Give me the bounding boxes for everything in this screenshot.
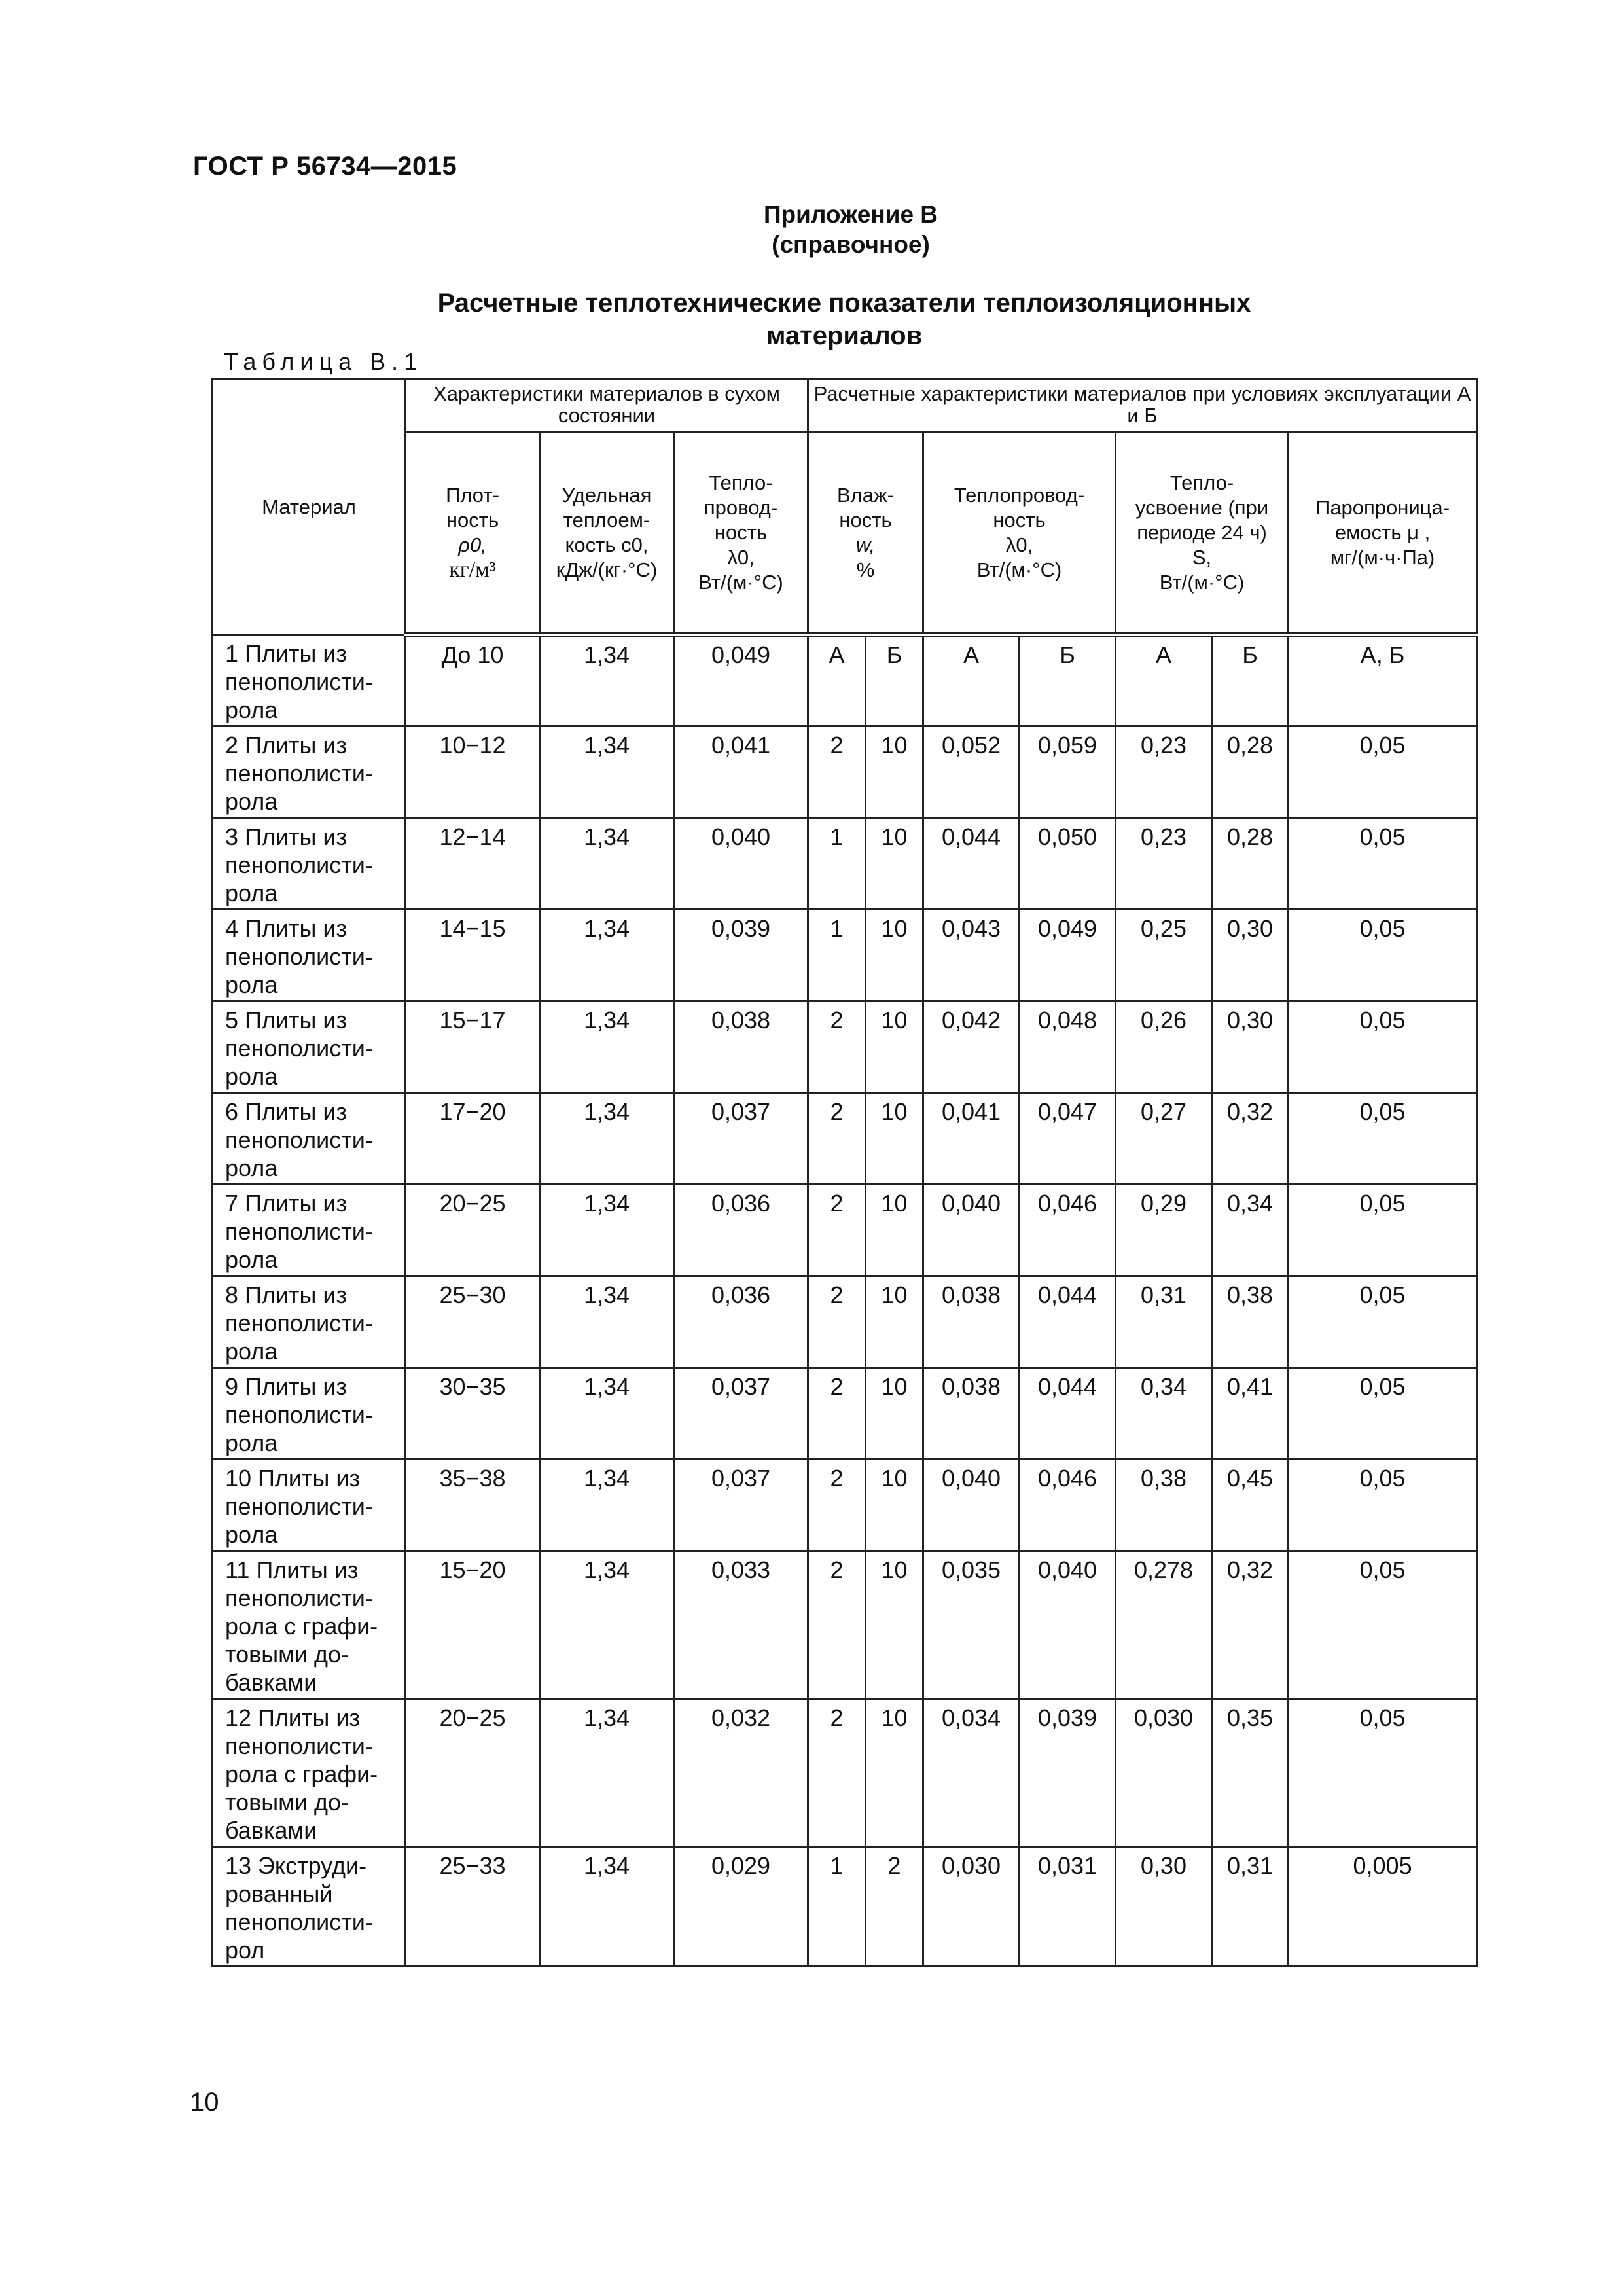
cell-s-a: 0,23 — [1116, 818, 1212, 910]
cell-lambda-a: 0,035 — [923, 1551, 1020, 1699]
cell-mu: 0,05 — [1289, 1368, 1477, 1460]
cell-mu: 0,005 — [1289, 1847, 1477, 1967]
header-density-line-2: ность — [446, 509, 499, 531]
cell-mu: 0,05 — [1289, 1185, 1477, 1276]
cell-lambda-b: 0,050 — [1020, 818, 1116, 910]
cell-mu: А, Б — [1289, 635, 1477, 726]
cell-w-a: 2 — [808, 1276, 866, 1368]
cell-lambda-a: 0,034 — [923, 1699, 1020, 1847]
cell-s-b: 0,28 — [1212, 818, 1289, 910]
cell-w-b: 10 — [866, 1276, 923, 1368]
cell-w-a: 1 — [808, 1847, 866, 1967]
header-heat-absorption-line-2: усвоение (при — [1135, 496, 1269, 519]
cell-lambda-a: 0,038 — [923, 1368, 1020, 1460]
cell-s-b: 0,30 — [1212, 910, 1289, 1001]
header-heat-absorption-line-1: Тепло- — [1169, 471, 1234, 494]
cell-density: 35−38 — [406, 1460, 540, 1551]
cell-material: 11 Плиты из пенополисти-рола с графи-товыми до-бавками — [213, 1551, 406, 1699]
cell-s-a: 0,25 — [1116, 910, 1212, 1001]
appendix-title: Приложение В — [763, 201, 938, 228]
table-row — [213, 1185, 1477, 1276]
appendix-heading — [654, 200, 1047, 260]
header-heat-absorption-symbol: S, — [1192, 546, 1212, 569]
header-vapor-permeability-line-1: Паропроница- — [1315, 496, 1450, 519]
header-vapor-permeability-line-2: емость μ , — [1334, 521, 1431, 544]
cell-s-b: 0,38 — [1212, 1276, 1289, 1368]
cell-conductivity-dry: 0,033 — [674, 1551, 808, 1699]
cell-s-a: 0,29 — [1116, 1185, 1212, 1276]
cell-s-a: 0,30 — [1116, 1847, 1212, 1967]
header-conductivity-dry-line-1: Тепло- — [709, 471, 773, 494]
cell-s-b: 0,32 — [1212, 1093, 1289, 1185]
table-title — [353, 287, 1335, 352]
cell-w-b: 10 — [866, 1699, 923, 1847]
cell-conductivity-dry: 0,036 — [674, 1276, 808, 1368]
cell-material: 10 Плиты из пенополисти-рола — [213, 1460, 406, 1551]
cell-material: 12 Плиты из пенополисти-рола с графи-товыми до-бавками — [213, 1699, 406, 1847]
table-title-line-1: Расчетные теплотехнические показатели теплоизоляционных — [437, 289, 1251, 317]
cell-conductivity-dry: 0,037 — [674, 1460, 808, 1551]
cell-lambda-b: 0,044 — [1020, 1276, 1116, 1368]
cell-specific-heat: 1,34 — [540, 910, 674, 1001]
cell-specific-heat: 1,34 — [540, 1460, 674, 1551]
cell-density: 17−20 — [406, 1093, 540, 1185]
cell-material: 7 Плиты из пенополисти-рола — [213, 1185, 406, 1276]
header-conductivity-dry-line-2: провод- — [704, 496, 778, 519]
cell-s-a: 0,38 — [1116, 1460, 1212, 1551]
table-row — [213, 1699, 1477, 1847]
cell-mu: 0,05 — [1289, 1460, 1477, 1551]
cell-s-b: 0,41 — [1212, 1368, 1289, 1460]
cell-mu: 0,05 — [1289, 818, 1477, 910]
cell-s-b: 0,35 — [1212, 1699, 1289, 1847]
cell-mu: 0,05 — [1289, 1276, 1477, 1368]
header-humidity-line-1: Влаж- — [836, 484, 895, 507]
cell-lambda-a: 0,030 — [923, 1847, 1020, 1967]
cell-specific-heat: 1,34 — [540, 1276, 674, 1368]
cell-lambda-b: 0,048 — [1020, 1001, 1116, 1093]
document-code: ГОСТ Р 56734—2015 — [193, 152, 457, 181]
header-conductivity-dry-unit: Вт/(м·°С) — [698, 571, 783, 594]
cell-material: 13 Экструди-рованный пенополисти-рол — [213, 1847, 406, 1967]
cell-conductivity-dry: 0,037 — [674, 1368, 808, 1460]
cell-mu: 0,05 — [1289, 1699, 1477, 1847]
cell-conductivity-dry: 0,037 — [674, 1093, 808, 1185]
cell-lambda-a: 0,044 — [923, 818, 1020, 910]
cell-density: 25−33 — [406, 1847, 540, 1967]
cell-w-b: 10 — [866, 1185, 923, 1276]
cell-s-b: 0,32 — [1212, 1551, 1289, 1699]
table-row — [213, 1093, 1477, 1185]
header-humidity-unit: % — [856, 558, 875, 581]
table-header — [213, 380, 1477, 635]
header-heat-absorption-unit: Вт/(м·°С) — [1159, 571, 1245, 594]
cell-w-b: 10 — [866, 1368, 923, 1460]
header-density-symbol: ρ0, — [458, 533, 487, 556]
cell-lambda-b: 0,046 — [1020, 1185, 1116, 1276]
cell-s-a: 0,31 — [1116, 1276, 1212, 1368]
cell-material: 6 Плиты из пенополисти-рола — [213, 1093, 406, 1185]
cell-conductivity-dry: 0,038 — [674, 1001, 808, 1093]
header-density-unit: кг/м³ — [449, 558, 496, 582]
cell-w-b: 10 — [866, 1093, 923, 1185]
cell-specific-heat: 1,34 — [540, 1368, 674, 1460]
cell-specific-heat: 1,34 — [540, 1699, 674, 1847]
cell-mu: 0,05 — [1289, 1001, 1477, 1093]
page-number: 10 — [190, 2088, 219, 2117]
cell-lambda-b: 0,046 — [1020, 1460, 1116, 1551]
cell-w-a: 2 — [808, 1093, 866, 1185]
cell-w-b: 2 — [866, 1847, 923, 1967]
cell-lambda-a: 0,040 — [923, 1185, 1020, 1276]
cell-s-a: 0,26 — [1116, 1001, 1212, 1093]
header-density-line-1: Плот- — [446, 484, 499, 507]
cell-w-b: 10 — [866, 1001, 923, 1093]
cell-lambda-a: 0,041 — [923, 1093, 1020, 1185]
cell-density: 20−25 — [406, 1185, 540, 1276]
table-body — [213, 635, 1477, 1967]
header-specific-heat-line-1: Удельная — [562, 484, 652, 507]
cell-specific-heat: 1,34 — [540, 1093, 674, 1185]
cell-s-b: 0,28 — [1212, 726, 1289, 818]
cell-w-a: 2 — [808, 726, 866, 818]
header-group-operational: Расчетные характеристики материалов при условиях эксплуатации А и Б — [808, 380, 1477, 433]
thermal-properties-table — [211, 378, 1478, 1967]
cell-lambda-b: 0,047 — [1020, 1093, 1116, 1185]
cell-s-b: 0,30 — [1212, 1001, 1289, 1093]
cell-material: 1 Плиты из пенополисти-рола — [213, 635, 406, 726]
cell-specific-heat: 1,34 — [540, 1847, 674, 1967]
table-row — [213, 1847, 1477, 1967]
cell-specific-heat: 1,34 — [540, 726, 674, 818]
cell-w-a: 2 — [808, 1368, 866, 1460]
table-row — [213, 1460, 1477, 1551]
table-row — [213, 726, 1477, 818]
cell-s-b: 0,45 — [1212, 1460, 1289, 1551]
cell-mu: 0,05 — [1289, 1551, 1477, 1699]
cell-density: 10−12 — [406, 726, 540, 818]
header-group-dry: Характеристики материалов в сухом состоянии — [406, 380, 808, 433]
cell-lambda-b: 0,059 — [1020, 726, 1116, 818]
table-title-line-2: материалов — [766, 321, 923, 350]
cell-density: 15−20 — [406, 1551, 540, 1699]
cell-s-a: 0,23 — [1116, 726, 1212, 818]
cell-mu: 0,05 — [1289, 910, 1477, 1001]
cell-material: 5 Плиты из пенополисти-рола — [213, 1001, 406, 1093]
header-conductivity-unit: Вт/(м·°С) — [976, 558, 1062, 581]
table-container — [211, 378, 1476, 1967]
cell-conductivity-dry: 0,039 — [674, 910, 808, 1001]
table-row — [213, 1001, 1477, 1093]
header-specific-heat-line-2: теплоем- — [563, 509, 651, 531]
cell-lambda-b: 0,031 — [1020, 1847, 1116, 1967]
cell-density: До 10 — [406, 635, 540, 726]
header-specific-heat-unit: кДж/(кг·°С) — [556, 558, 658, 581]
cell-density: 25−30 — [406, 1276, 540, 1368]
cell-lambda-b: 0,049 — [1020, 910, 1116, 1001]
appendix-subtitle: (справочное) — [772, 231, 930, 258]
cell-w-a: А — [808, 635, 866, 726]
header-conductivity-symbol: λ0, — [1005, 533, 1033, 556]
cell-s-a: 0,34 — [1116, 1368, 1212, 1460]
cell-density: 15−17 — [406, 1001, 540, 1093]
cell-density: 20−25 — [406, 1699, 540, 1847]
header-humidity-line-2: ность — [839, 509, 892, 531]
header-density — [406, 433, 540, 635]
cell-w-a: 2 — [808, 1001, 866, 1093]
cell-lambda-a: 0,043 — [923, 910, 1020, 1001]
cell-material: 8 Плиты из пенополисти-рола — [213, 1276, 406, 1368]
cell-material: 9 Плиты из пенополисти-рола — [213, 1368, 406, 1460]
table-row — [213, 1551, 1477, 1699]
header-vapor-permeability-unit: мг/(м·ч·Па) — [1330, 546, 1435, 569]
cell-specific-heat: 1,34 — [540, 818, 674, 910]
cell-w-a: 1 — [808, 818, 866, 910]
cell-lambda-b: 0,044 — [1020, 1368, 1116, 1460]
cell-w-b: 10 — [866, 818, 923, 910]
cell-conductivity-dry: 0,036 — [674, 1185, 808, 1276]
cell-density: 14−15 — [406, 910, 540, 1001]
cell-mu: 0,05 — [1289, 1093, 1477, 1185]
table-label: Таблица В.1 — [224, 348, 423, 375]
cell-density: 12−14 — [406, 818, 540, 910]
header-heat-absorption-line-3: периоде 24 ч) — [1137, 521, 1267, 544]
cell-lambda-a: 0,038 — [923, 1276, 1020, 1368]
header-conductivity-dry-symbol: λ0, — [727, 546, 755, 569]
cell-w-a: 1 — [808, 910, 866, 1001]
cell-conductivity-dry: 0,032 — [674, 1699, 808, 1847]
cell-s-b: 0,31 — [1212, 1847, 1289, 1967]
cell-lambda-a: 0,040 — [923, 1460, 1020, 1551]
cell-lambda-a: 0,042 — [923, 1001, 1020, 1093]
header-conductivity-dry — [674, 433, 808, 635]
cell-conductivity-dry: 0,049 — [674, 635, 808, 726]
cell-lambda-b: Б — [1020, 635, 1116, 726]
header-material: Материал — [213, 380, 406, 635]
header-heat-absorption — [1116, 433, 1289, 635]
cell-w-b: 10 — [866, 726, 923, 818]
cell-w-a: 2 — [808, 1185, 866, 1276]
cell-specific-heat: 1,34 — [540, 635, 674, 726]
cell-w-a: 2 — [808, 1551, 866, 1699]
header-humidity-symbol: w, — [855, 533, 876, 556]
table-row — [213, 910, 1477, 1001]
header-conductivity-line-2: ность — [993, 509, 1046, 531]
cell-lambda-a: А — [923, 635, 1020, 726]
cell-density: 30−35 — [406, 1368, 540, 1460]
table-row — [213, 635, 1477, 726]
cell-w-b: Б — [866, 635, 923, 726]
cell-material: 2 Плиты из пенополисти-рола — [213, 726, 406, 818]
cell-conductivity-dry: 0,040 — [674, 818, 808, 910]
cell-s-b: Б — [1212, 635, 1289, 726]
table-row — [213, 818, 1477, 910]
cell-w-b: 10 — [866, 910, 923, 1001]
cell-specific-heat: 1,34 — [540, 1185, 674, 1276]
header-conductivity-dry-line-3: ность — [714, 521, 768, 544]
header-specific-heat-line-3: кость с0, — [565, 533, 649, 556]
header-humidity — [808, 433, 923, 635]
cell-w-b: 10 — [866, 1551, 923, 1699]
cell-s-a: А — [1116, 635, 1212, 726]
cell-specific-heat: 1,34 — [540, 1551, 674, 1699]
table-row — [213, 1368, 1477, 1460]
cell-conductivity-dry: 0,029 — [674, 1847, 808, 1967]
cell-w-b: 10 — [866, 1460, 923, 1551]
cell-lambda-a: 0,052 — [923, 726, 1020, 818]
cell-specific-heat: 1,34 — [540, 1001, 674, 1093]
header-specific-heat — [540, 433, 674, 635]
cell-s-a: 0,030 — [1116, 1699, 1212, 1847]
cell-material: 4 Плиты из пенополисти-рола — [213, 910, 406, 1001]
cell-material: 3 Плиты из пенополисти-рола — [213, 818, 406, 910]
header-conductivity-line-1: Теплопровод- — [954, 484, 1085, 507]
table-row — [213, 1276, 1477, 1368]
header-vapor-permeability — [1289, 433, 1477, 635]
cell-lambda-b: 0,040 — [1020, 1551, 1116, 1699]
header-conductivity — [923, 433, 1116, 635]
cell-s-a: 0,278 — [1116, 1551, 1212, 1699]
cell-lambda-b: 0,039 — [1020, 1699, 1116, 1847]
cell-conductivity-dry: 0,041 — [674, 726, 808, 818]
cell-mu: 0,05 — [1289, 726, 1477, 818]
cell-w-a: 2 — [808, 1699, 866, 1847]
cell-s-b: 0,34 — [1212, 1185, 1289, 1276]
cell-w-a: 2 — [808, 1460, 866, 1551]
cell-s-a: 0,27 — [1116, 1093, 1212, 1185]
